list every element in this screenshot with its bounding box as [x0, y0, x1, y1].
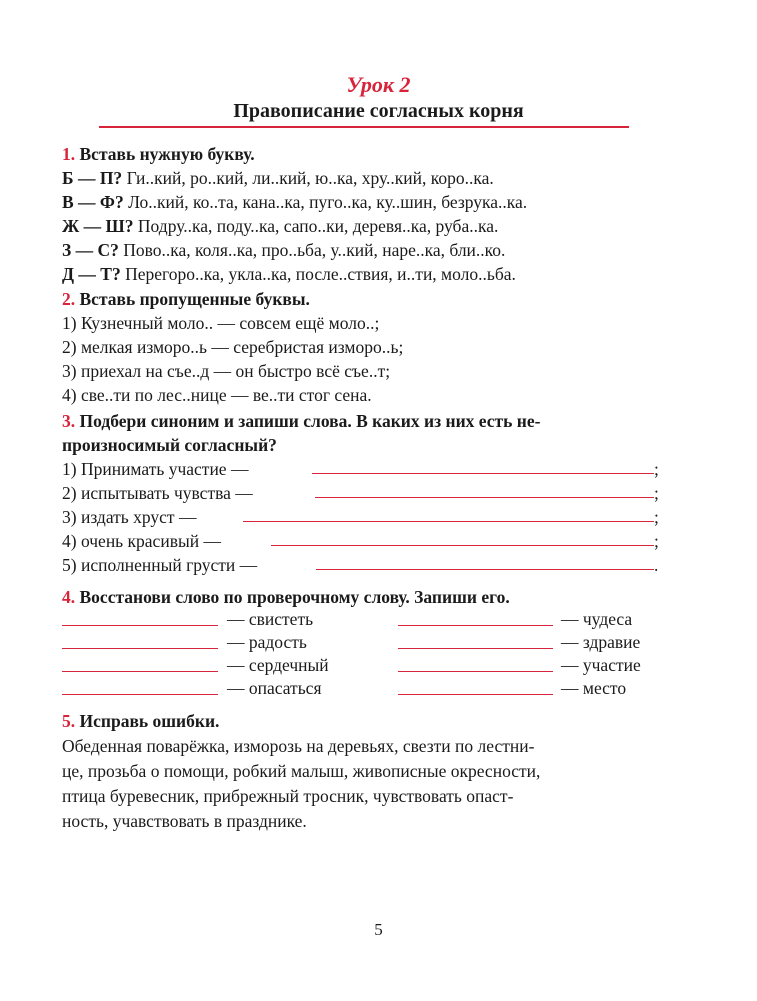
synonym-label: 3) издать хруст — [62, 507, 197, 527]
line-end: ; [654, 459, 659, 479]
exercise-task: Исправь ошибки. [79, 711, 220, 731]
row-text: Пово..ка, коля..ка, про..ьба, у..кий, наре..ка, бли..ко. [123, 240, 506, 260]
list-item: 2) мелкая изморо..ь — серебристая изморо..ь; [62, 337, 404, 357]
letter-pair: З — С? [62, 240, 119, 260]
line-end: ; [654, 531, 659, 551]
exercise-number: 3. [62, 411, 76, 431]
exercise-task-continued: произносимый согласный? [62, 435, 277, 455]
check-word: — радость [227, 632, 307, 652]
synonym-label: 2) испытывать чувства — [62, 483, 253, 503]
check-word: — место [561, 678, 627, 698]
letter-pair: Д — Т? [62, 264, 121, 284]
check-word: — свистеть [227, 609, 314, 629]
lesson-title: Урок 2 [346, 72, 411, 97]
exercise-task: Вставь нужную букву. [79, 144, 255, 164]
answer-line[interactable] [398, 694, 553, 695]
list-item: 4) све..ти по лес..нице — ве..ти стог сена. [62, 385, 372, 405]
row-text: Ги..кий, ро..кий, ли..кий, ю..ка, хру..кий, коро..ка. [126, 168, 494, 188]
line-end: . [654, 555, 659, 575]
letter-pair: В — Ф? [62, 192, 124, 212]
exercise-row [62, 167, 494, 189]
line-end: ; [654, 483, 659, 503]
exercise-5-heading [62, 710, 219, 732]
row-text: Подру..ка, поду..ка, сапо..ки, деревя..ка, руба..ка. [137, 216, 499, 236]
exercise-number: 1. [62, 144, 76, 164]
answer-line[interactable] [398, 625, 553, 626]
answer-line[interactable] [62, 625, 218, 626]
paragraph-line: це, прозьба о помощи, робкий малыш, живописные окресности, [62, 761, 541, 781]
row-text: Ло..кий, ко..та, кана..ка, пуго..ка, ку..шин, безрука..ка. [128, 192, 528, 212]
exercise-3-heading [62, 410, 540, 432]
exercise-task: Восстанови слово по проверочному слову. Запиши его. [79, 587, 510, 607]
answer-line[interactable] [315, 497, 654, 498]
check-word: — опасаться [227, 678, 322, 698]
check-word: — чудеса [561, 609, 633, 629]
exercise-1-heading [62, 143, 255, 165]
letter-pair: Ж — Ш? [62, 216, 134, 236]
paragraph-line: птица буревесник, прибрежный тросник, чувствовать опаст- [62, 786, 514, 806]
synonym-label: 4) очень красивый — [62, 531, 221, 551]
answer-line[interactable] [243, 521, 654, 522]
exercise-number: 2. [62, 289, 76, 309]
paragraph-line: ность, учавствовать в празднике. [62, 811, 307, 831]
synonym-label: 5) исполненный грусти — [62, 555, 258, 575]
check-word: — участие [561, 655, 641, 675]
exercise-row [62, 215, 498, 237]
exercise-2-heading [62, 288, 310, 310]
answer-line[interactable] [271, 545, 654, 546]
answer-line[interactable] [62, 648, 218, 649]
synonym-label: 1) Принимать участие — [62, 459, 249, 479]
row-text: Перегоро..ка, укла..ка, после..ствия, и..ти, моло..ьба. [125, 264, 516, 284]
answer-line[interactable] [62, 671, 218, 672]
check-word: — сердечный [227, 655, 329, 675]
exercise-number: 5. [62, 711, 76, 731]
exercise-4-heading [62, 586, 510, 608]
letter-pair: Б — П? [62, 168, 123, 188]
exercise-task: Вставь пропущенные буквы. [79, 289, 310, 309]
answer-line[interactable] [62, 694, 218, 695]
exercise-row [62, 191, 527, 213]
title-underline [99, 126, 629, 128]
page-number: 5 [374, 920, 383, 939]
exercise-number: 4. [62, 587, 76, 607]
paragraph-line: Обеденная поварёжка, изморозь на деревьях, свезти по лестни- [62, 736, 535, 756]
answer-line[interactable] [398, 671, 553, 672]
list-item: 1) Кузнечный моло.. — совсем ещё моло..; [62, 313, 380, 333]
list-item: 3) приехал на съе..д — он быстро всё съе..т; [62, 361, 391, 381]
check-word: — здравие [561, 632, 641, 652]
line-end: ; [654, 507, 659, 527]
topic-title: Правописание согласных корня [233, 100, 524, 122]
answer-line[interactable] [316, 569, 654, 570]
answer-line[interactable] [312, 473, 654, 474]
exercise-row [62, 239, 505, 261]
exercise-task: Подбери синоним и запиши слова. В каких из них есть не- [79, 411, 541, 431]
answer-line[interactable] [398, 648, 553, 649]
exercise-row [62, 263, 516, 285]
